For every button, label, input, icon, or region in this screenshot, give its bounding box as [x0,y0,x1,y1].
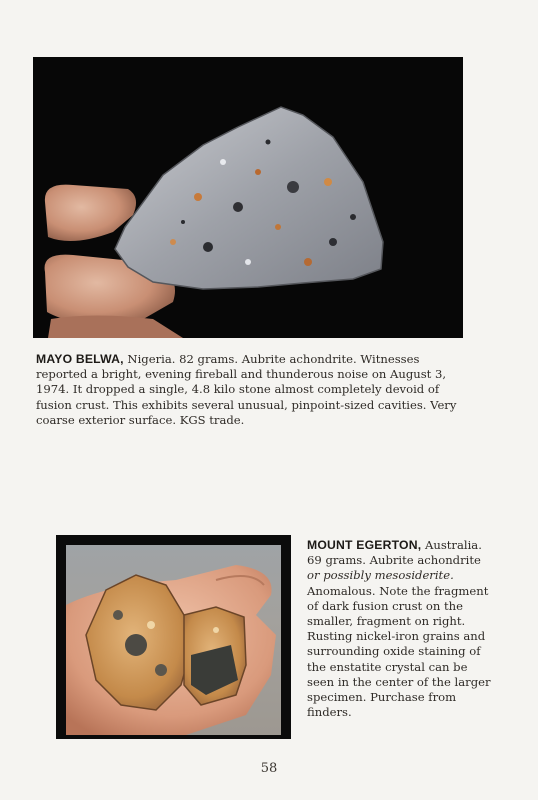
mayo-belwa-title: MAYO BELWA, [36,352,124,366]
mount-egerton-title: MOUNT EGERTON, [307,538,422,552]
mount-egerton-description-1: Australia. 69 grams. Aubrite achondrite [307,538,482,568]
mount-egerton-image-area [66,545,281,735]
mount-egerton-photo [56,535,291,739]
mayo-belwa-description: Nigeria. 82 grams. Aubrite achondrite. Witnesses reported a bright, evening fireball and thunderous noise on August 3, 1974. It dropped a single, 4.8 kilo stone almost completely devoid of fusion crust. This exhibits several unusual, pinpoint-sized cavities. Very coarse exterior surface. KGS trade. [36,352,457,427]
mount-egerton-description-2: Anomalous. Note the fragment of dark fusion crust on the smaller, fragment on right. Rusting nickel-iron grains and surrounding oxide staining of the enstatite crystal can be seen in the center of the larger specimen. Purchase from finders. [307,583,491,720]
mount-egerton-specimen-image [66,545,281,735]
mount-egerton-description-italic: or possibly mesosiderite. [307,568,454,583]
mayo-belwa-photo [33,57,463,338]
mayo-belwa-specimen-image [33,57,463,338]
mayo-belwa-caption [36,352,472,428]
page-number: 58 [260,761,278,776]
mount-egerton-caption [307,538,492,720]
